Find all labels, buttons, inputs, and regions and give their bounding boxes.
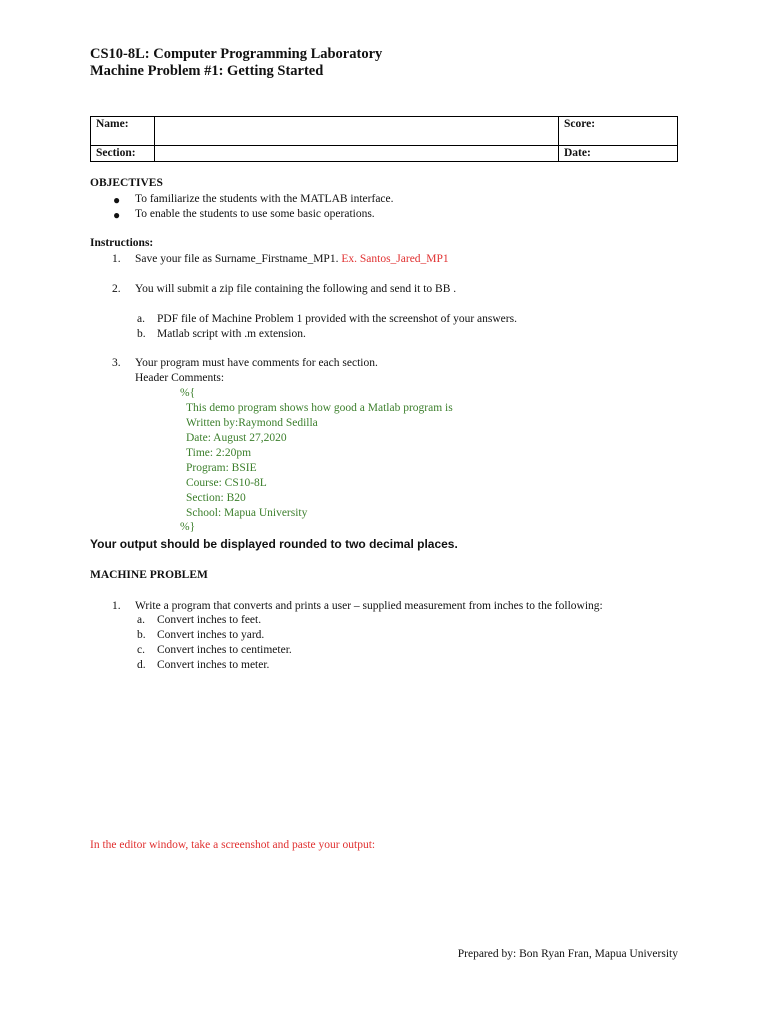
- sub-letter: d.: [137, 659, 146, 671]
- step-2a-text: PDF file of Machine Problem 1 provided with the screenshot of your answers.: [157, 313, 517, 325]
- problem-number: 1.: [112, 600, 121, 612]
- comment-close: %}: [180, 521, 196, 533]
- comment-line: This demo program shows how good a Matlab program is: [186, 402, 453, 414]
- output-note: Your output should be displayed rounded to two decimal places.: [90, 537, 458, 551]
- comment-line: Time: 2:20pm: [186, 447, 252, 459]
- footer-credit: Prepared by: Bon Ryan Fran, Mapua University: [457, 948, 678, 960]
- step-number: 3.: [112, 357, 121, 369]
- comment-line: Course: CS10-8L: [186, 477, 267, 489]
- sub-letter: a.: [137, 614, 145, 626]
- problem-subitem: Convert inches to feet.: [157, 614, 262, 626]
- problem-text: Write a program that converts and prints a user – supplied measurement from inches to the following:: [135, 600, 603, 612]
- section-label: Section:: [91, 146, 155, 162]
- sub-letter: a.: [137, 313, 145, 325]
- step-3-text: Your program must have comments for each section.: [135, 357, 378, 369]
- section-field[interactable]: [155, 146, 559, 162]
- objective-item: To familiarize the students with the MATLAB interface.: [135, 193, 394, 205]
- date-label: Date:: [559, 146, 678, 162]
- problem-subitem: Convert inches to meter.: [157, 659, 270, 671]
- comment-line: Section: B20: [186, 492, 246, 504]
- step-1-example: Ex. Santos_Jared_MP1: [341, 253, 449, 265]
- objectives-heading: OBJECTIVES: [90, 177, 163, 189]
- document-subtitle: Machine Problem #1: Getting Started: [90, 63, 324, 79]
- comment-line: Written by:Raymond Sedilla: [186, 417, 318, 429]
- objective-item: To enable the students to use some basic operations.: [135, 208, 375, 220]
- comment-line: School: Mapua University: [186, 507, 308, 519]
- comment-line: Date: August 27,2020: [186, 432, 287, 444]
- problem-subitem: Convert inches to yard.: [157, 629, 265, 641]
- step-1-text: Save your file as Surname_Firstname_MP1.: [135, 253, 339, 265]
- sub-letter: b.: [137, 629, 146, 641]
- score-label: Score:: [559, 117, 678, 146]
- step-1: [135, 253, 449, 265]
- bullet-icon: ●: [113, 208, 121, 222]
- step-number: 2.: [112, 283, 121, 295]
- comment-open: %{: [180, 387, 196, 399]
- bullet-icon: ●: [113, 193, 121, 207]
- machine-problem-heading: MACHINE PROBLEM: [90, 569, 208, 581]
- comment-line: Program: BSIE: [186, 462, 257, 474]
- student-info-table: [90, 116, 678, 162]
- step-2-text: You will submit a zip file containing the following and send it to BB .: [135, 283, 457, 295]
- instructions-heading: Instructions:: [90, 237, 154, 249]
- header-comments-label: Header Comments:: [135, 372, 225, 384]
- sub-letter: c.: [137, 644, 145, 656]
- name-label: Name:: [91, 117, 155, 146]
- document-title: CS10-8L: Computer Programming Laboratory: [90, 46, 383, 62]
- editor-note: In the editor window, take a screenshot and paste your output:: [90, 839, 376, 851]
- sub-letter: b.: [137, 328, 146, 340]
- problem-subitem: Convert inches to centimeter.: [157, 644, 292, 656]
- step-2b-text: Matlab script with .m extension.: [157, 328, 306, 340]
- step-number: 1.: [112, 253, 121, 265]
- name-field[interactable]: [155, 117, 559, 146]
